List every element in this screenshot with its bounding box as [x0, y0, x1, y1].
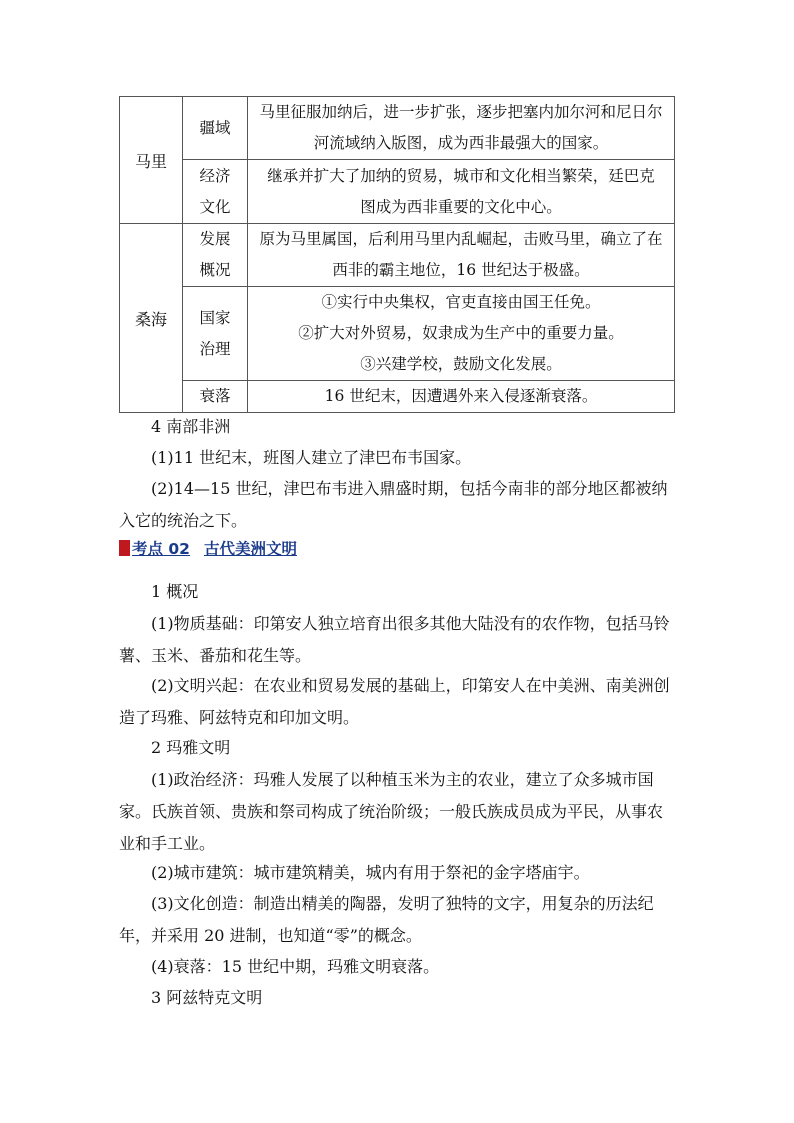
aspect-text: 疆域 [199, 118, 231, 137]
paragraph: (3)文化创造：制造出精美的陶器，发明了独特的文字，用复杂的历法纪年，并采用 20 进制，也知道“零”的概念。 [119, 894, 654, 945]
aspect-text: 文化 [199, 197, 231, 216]
table-row [120, 381, 675, 413]
aspect-text: 发展 [199, 230, 231, 248]
country-cell-mali: 马里 [120, 97, 183, 224]
topic-label: 考点 02 [132, 540, 190, 558]
description-cell [248, 381, 675, 413]
description-line: 马里征服加纳后，进一步扩张，逐步把塞内加尔河和尼日尔 [259, 103, 663, 121]
aspect-text: 治理 [199, 339, 231, 358]
topic-title: 古代美洲文明 [203, 540, 297, 558]
description-line: 图成为西非重要的文化中心。 [360, 197, 562, 216]
description-line: 16 世纪末，因遭遇外来入侵逐渐衰落。 [324, 387, 598, 405]
paragraph: (1)物质基础：印第安人独立培育出很多其他大陆没有的农作物，包括马铃薯、玉米、番茄和花生等。 [119, 614, 670, 665]
heading-marker-icon [119, 540, 130, 556]
description-cell [248, 287, 675, 381]
description-cell [248, 160, 675, 224]
description-cell [248, 224, 675, 287]
table-row [120, 287, 675, 381]
aspect-text: 衰落 [199, 387, 231, 405]
topic-heading [119, 537, 297, 559]
paragraph: (1)11 世纪末，班图人建立了津巴布韦国家。 [151, 448, 472, 467]
description-line: 继承并扩大了加纳的贸易，城市和文化相当繁荣，廷巴克 [267, 166, 655, 185]
paragraph: (2)城市建筑：城市建筑精美，城内有用于祭祀的金字塔庙宇。 [151, 863, 590, 882]
section-title-overview: 1 概况 [151, 582, 199, 601]
africa-kingdoms-table [119, 96, 675, 413]
aspect-text: 经济 [199, 166, 231, 185]
aspect-cell [183, 224, 248, 287]
paragraph: (2)文明兴起：在农业和贸易发展的基础上，印第安人在中美洲、南美洲创造了玛雅、阿兹特克和印加文明。 [119, 676, 670, 727]
paragraph: (4)衰落：15 世纪中期，玛雅文明衰落。 [151, 957, 440, 976]
aspect-cell [183, 97, 248, 160]
section-title-maya: 2 玛雅文明 [151, 738, 231, 757]
table-row [120, 97, 675, 160]
section-title-southern-africa: 4 南部非洲 [151, 417, 231, 436]
aspect-text: 概况 [199, 261, 231, 279]
aspect-cell [183, 287, 248, 381]
table-row [120, 224, 675, 287]
description-line: ②扩大对外贸易，奴隶成为生产中的重要力量。 [298, 324, 624, 342]
aspect-cell [183, 381, 248, 413]
description-line: ③兴建学校，鼓励文化发展。 [360, 355, 562, 373]
description-line: 原为马里属国，后利用马里内乱崛起，击败马里，确立了在 [259, 230, 663, 248]
description-cell [248, 97, 675, 160]
aspect-cell [183, 160, 248, 224]
table-row [120, 160, 675, 224]
paragraph: (2)14—15 世纪，津巴布韦进入鼎盛时期，包括今南非的部分地区都被纳入它的统治之下。 [119, 479, 668, 530]
aspect-text: 国家 [199, 308, 231, 327]
description-line: 河流域纳入版图，成为西非最强大的国家。 [313, 134, 609, 152]
section-title-aztec: 3 阿兹特克文明 [151, 988, 263, 1007]
description-line: ①实行中央集权，官吏直接由国王任免。 [321, 293, 601, 311]
description-line: 西非的霸主地位，16 世纪达于极盛。 [332, 261, 590, 279]
paragraph: (1)政治经济：玛雅人发展了以种植玉米为主的农业，建立了众多城市国家。氏族首领、贵族和祭司构成了统治阶级；一般氏族成员成为平民，从事农业和手工业。 [119, 770, 664, 853]
country-cell-songhai: 桑海 [120, 224, 183, 413]
